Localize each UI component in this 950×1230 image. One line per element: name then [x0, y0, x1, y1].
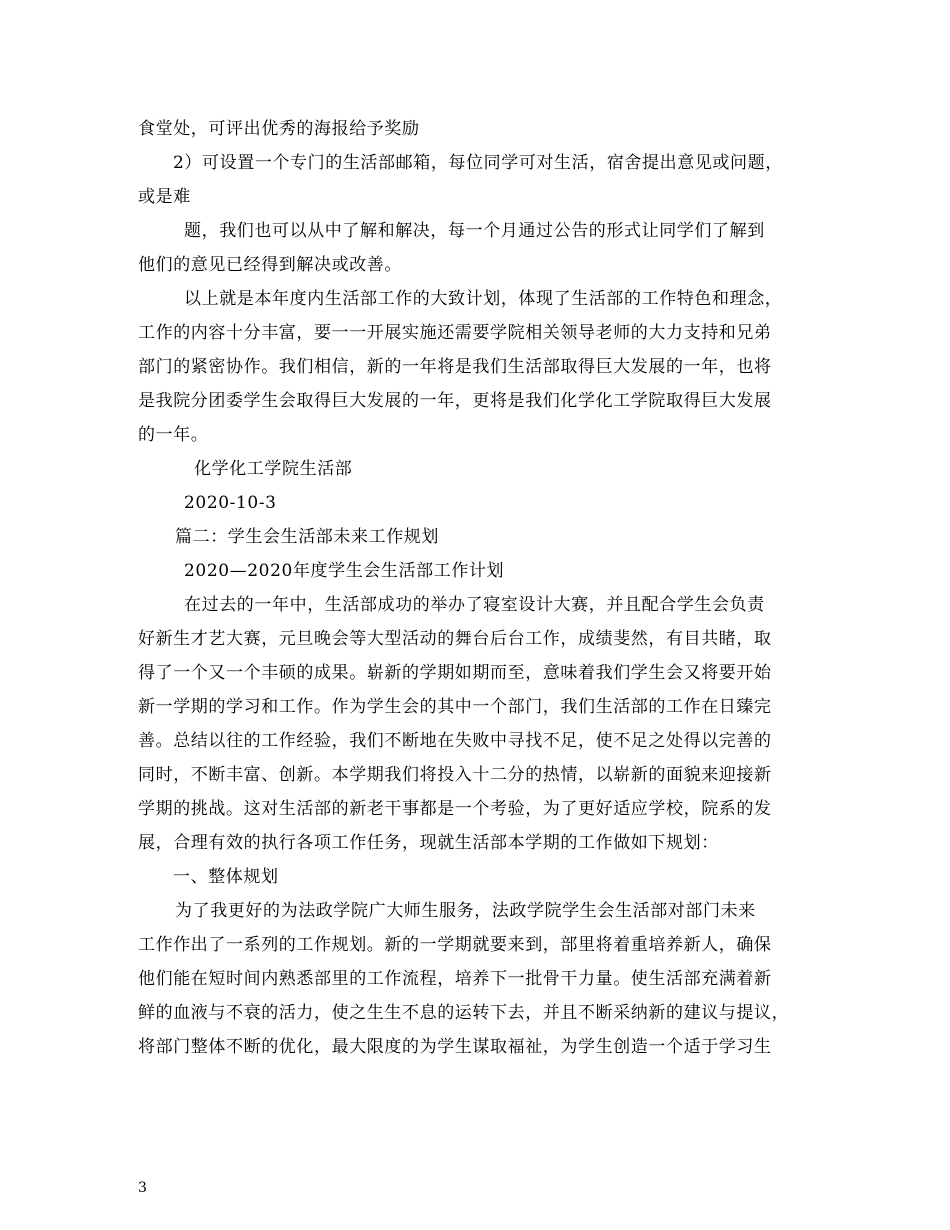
text-line: 的一年。 [138, 425, 209, 445]
signature-date: 2020-10-3 [184, 493, 277, 513]
text-line: 他们能在短时间内熟悉部里的工作流程，培养下一批骨干力量。使生活部充满着新 [138, 969, 772, 989]
text-line: 善。总结以往的工作经验，我们不断地在失败中寻找不足，使不足之处得以完善的 [138, 731, 772, 751]
text-line: 部门的紧密协作。我们相信，新的一年将是我们生活部取得巨大发展的一年，也将 [138, 357, 772, 377]
text-line: 新一学期的学习和工作。作为学生会的其中一个部门，我们生活部的工作在日臻完 [138, 697, 772, 717]
text-line: 他们的意见已经得到解决或改善。 [138, 255, 402, 275]
section-subtitle: 2020—2020年度学生会生活部工作计划 [184, 561, 505, 581]
text-line: 学期的挑战。这对生活部的新老干事都是一个考验，为了更好适应学校，院系的发 [138, 799, 772, 819]
text-line: 是我院分团委学生会取得巨大发展的一年，更将是我们化学化工学院取得巨大发展 [138, 391, 772, 411]
text-line: 2）可设置一个专门的生活部邮箱，每位同学可对生活，宿舍提出意见或问题， [173, 153, 783, 173]
text-line: 为了我更好的为法政学院广大师生服务，法政学院学生会生活部对部门未来 [175, 901, 756, 921]
text-line: 食堂处，可评出优秀的海报给予奖励 [138, 119, 420, 139]
text-line: 将部门整体不断的优化，最大限度的为学生谋取福祉，为学生创造一个适于学习生 [138, 1037, 772, 1057]
text-line: 得了一个又一个丰硕的成果。崭新的学期如期而至，意味着我们学生会又将要开始 [138, 663, 772, 683]
text-line: 好新生才艺大赛，元旦晚会等大型活动的舞台后台工作，成绩斐然，有目共睹，取 [138, 629, 772, 649]
signature-department: 化学化工学院生活部 [194, 459, 353, 479]
text-line: 同时，不断丰富、创新。本学期我们将投入十二分的热情，以崭新的面貌来迎接新 [138, 765, 772, 785]
page-number: 3 [138, 1180, 147, 1196]
text-line: 展，合理有效的执行各项工作任务，现就生活部本学期的工作做如下规划： [138, 833, 719, 853]
text-line: 题，我们也可以从中了解和解决，每一个月通过公告的形式让同学们了解到 [184, 221, 765, 241]
text-line: 以上就是本年度内生活部工作的大致计划，体现了生活部的工作特色和理念， [184, 289, 783, 309]
text-line: 工作的内容十分丰富，要一一开展实施还需要学院相关领导老师的大力支持和兄弟 [138, 323, 772, 343]
text-line: 或是难 [138, 187, 191, 207]
subsection-heading: 一、整体规划 [173, 867, 279, 887]
text-line: 鲜的血液与不衰的活力，使之生生不息的运转下去，并且不断采纳新的建议与提议， [138, 1003, 790, 1023]
text-line: 在过去的一年中，生活部成功的举办了寝室设计大赛，并且配合学生会负责 [184, 595, 765, 615]
section-heading: 篇二：学生会生活部未来工作规划 [175, 527, 439, 547]
text-line: 工作作出了一系列的工作规划。新的一学期就要来到，部里将着重培养新人，确保 [138, 935, 772, 955]
